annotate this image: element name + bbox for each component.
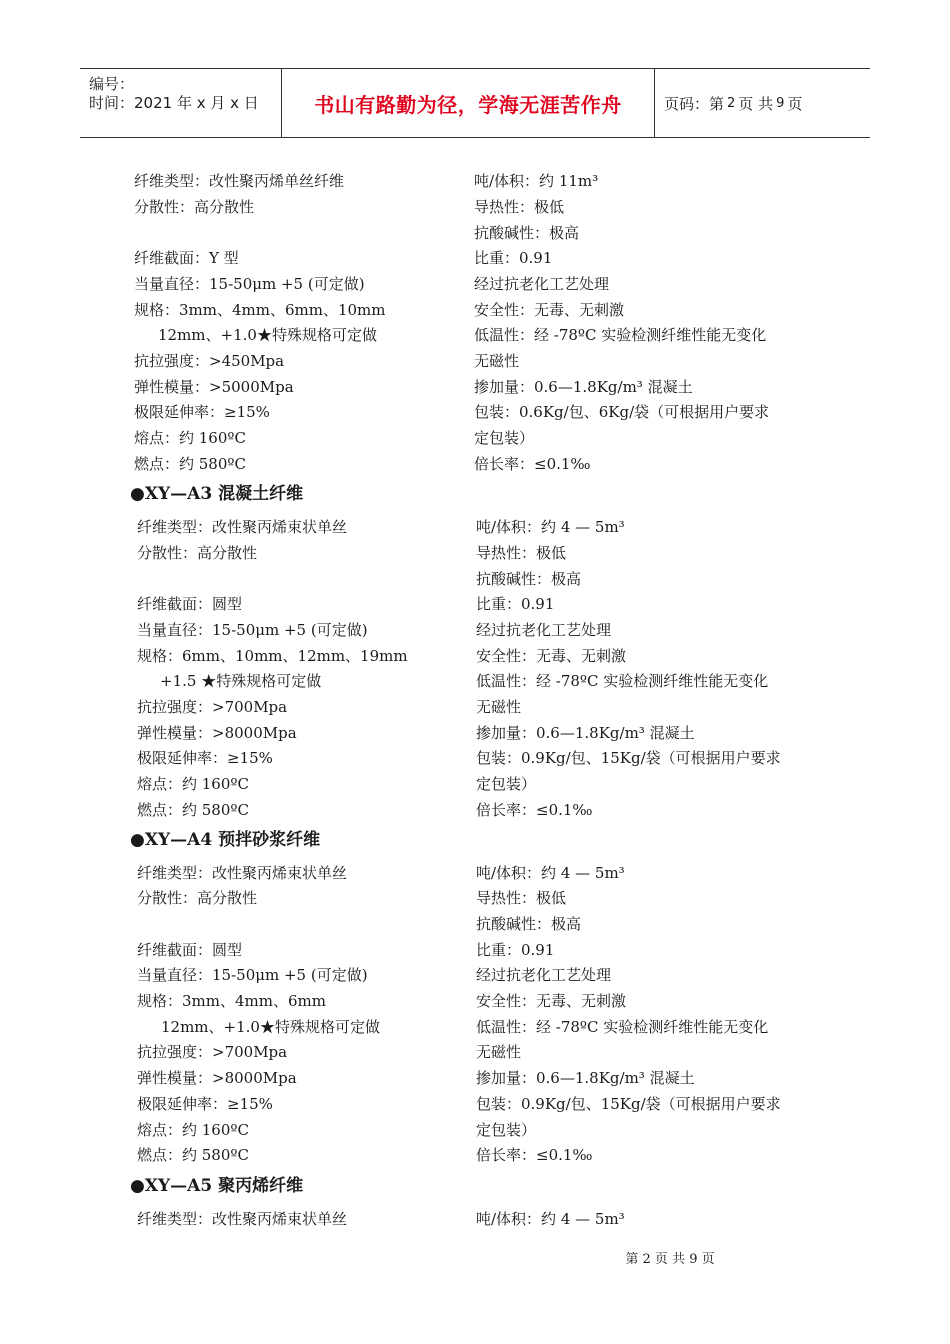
spec-line: 经过抗老化工艺处理 bbox=[474, 275, 610, 293]
spec-line: 导热性：极低 bbox=[474, 198, 565, 216]
document-date-label: 时间：2021 年 x 月 x 日 bbox=[89, 94, 259, 112]
header-motto: 书山有路勤为径，学海无涯苦作舟 bbox=[314, 92, 622, 117]
spec-line: 包装：0.6Kg/包、6Kg/袋（可根据用户要求 bbox=[474, 403, 770, 421]
section-a3-title: ●XY—A3 混凝土纤维 bbox=[130, 484, 304, 504]
spec-line: 低温性：经 -78ºC 实验检测纤维性能无变化 bbox=[474, 326, 767, 344]
spec-line: 倍长率：≤0.1‰ bbox=[474, 455, 591, 473]
spec-line: 当量直径：15-50μm +5 (可定做) bbox=[137, 966, 368, 984]
spec-line: 纤维类型：改性聚丙烯单丝纤维 bbox=[134, 172, 345, 190]
spec-line: 吨/体积：约 11m³ bbox=[474, 172, 599, 190]
spec-line: 包装：0.9Kg/包、15Kg/袋（可根据用户要求 bbox=[476, 1095, 781, 1113]
page-end-label: 页 bbox=[787, 94, 803, 113]
spec-line: 掺加量：0.6—1.8Kg/m³ 混凝土 bbox=[476, 724, 695, 742]
spec-line: 熔点：约 160ºC bbox=[137, 775, 249, 793]
spec-line: 纤维类型：改性聚丙烯束状单丝 bbox=[137, 864, 348, 882]
page-label: 页码：第 bbox=[664, 94, 725, 113]
spec-line: 极限延伸率：≥15% bbox=[137, 749, 273, 767]
section-a5-title: ●XY—A5 聚丙烯纤维 bbox=[130, 1176, 304, 1196]
spec-line: 弹性模量：>8000Mpa bbox=[137, 1069, 297, 1087]
spec-line: 12mm、+1.0★特殊规格可定做 bbox=[161, 1018, 380, 1036]
spec-line: 掺加量：0.6—1.8Kg/m³ 混凝土 bbox=[474, 378, 693, 396]
section-a4-title: ●XY—A4 预拌砂浆纤维 bbox=[130, 830, 321, 850]
spec-line: 无磁性 bbox=[474, 352, 520, 370]
spec-line: 分散性：高分散性 bbox=[137, 889, 258, 907]
spec-line: 纤维截面：圆型 bbox=[137, 595, 243, 613]
spec-line: 定包装） bbox=[476, 775, 537, 793]
page-number: 2 bbox=[727, 95, 736, 111]
spec-line: 燃点：约 580ºC bbox=[137, 1146, 249, 1164]
spec-line: 极限延伸率：≥15% bbox=[134, 403, 270, 421]
page-mid-label: 页 共 bbox=[738, 94, 774, 113]
spec-line: 纤维类型：改性聚丙烯束状单丝 bbox=[137, 1210, 348, 1228]
spec-line: 经过抗老化工艺处理 bbox=[476, 621, 612, 639]
spec-line: 规格：6mm、10mm、12mm、19mm bbox=[137, 647, 408, 665]
spec-line: 倍长率：≤0.1‰ bbox=[476, 1146, 593, 1164]
spec-line: 定包装） bbox=[474, 429, 535, 447]
header-page-cell bbox=[655, 69, 870, 137]
spec-line: 当量直径：15-50μm +5 (可定做) bbox=[137, 621, 368, 639]
spec-line: 极限延伸率：≥15% bbox=[137, 1095, 273, 1113]
spec-line: 当量直径：15-50μm +5 (可定做) bbox=[134, 275, 365, 293]
spec-line: 熔点：约 160ºC bbox=[137, 1121, 249, 1139]
spec-line: 安全性：无毒、无刺激 bbox=[476, 647, 627, 665]
spec-line: 低温性：经 -78ºC 实验检测纤维性能无变化 bbox=[476, 1018, 769, 1036]
spec-line: 导热性：极低 bbox=[476, 544, 567, 562]
spec-line: 比重：0.91 bbox=[476, 595, 555, 613]
spec-line: 经过抗老化工艺处理 bbox=[476, 966, 612, 984]
spec-line: 吨/体积：约 4 — 5m³ bbox=[476, 518, 625, 536]
spec-line: 抗酸碱性：极高 bbox=[476, 570, 582, 588]
spec-line: 抗拉强度：>700Mpa bbox=[137, 1043, 288, 1061]
spec-line: 抗酸碱性：极高 bbox=[474, 224, 580, 242]
spec-line: 低温性：经 -78ºC 实验检测纤维性能无变化 bbox=[476, 672, 769, 690]
spec-line: 无磁性 bbox=[476, 698, 522, 716]
spec-line: 掺加量：0.6—1.8Kg/m³ 混凝土 bbox=[476, 1069, 695, 1087]
spec-line: 抗拉强度：>450Mpa bbox=[134, 352, 285, 370]
spec-line: 吨/体积：约 4 — 5m³ bbox=[476, 864, 625, 882]
header-motto-cell bbox=[282, 69, 655, 137]
spec-line: 无磁性 bbox=[476, 1043, 522, 1061]
spec-line: 纤维截面：Y 型 bbox=[134, 249, 239, 267]
spec-line: 安全性：无毒、无刺激 bbox=[476, 992, 627, 1010]
page-footer: 第 2 页 共 9 页 bbox=[625, 1252, 715, 1267]
spec-line: 12mm、+1.0★特殊规格可定做 bbox=[158, 326, 377, 344]
header-meta-cell bbox=[80, 69, 282, 137]
spec-line: 规格：3mm、4mm、6mm bbox=[137, 992, 326, 1010]
spec-line: 纤维类型：改性聚丙烯束状单丝 bbox=[137, 518, 348, 536]
document-number-label: 编号： bbox=[89, 75, 135, 93]
spec-line: 熔点：约 160ºC bbox=[134, 429, 246, 447]
spec-line: 抗拉强度：>700Mpa bbox=[137, 698, 288, 716]
spec-line: +1.5 ★特殊规格可定做 bbox=[160, 672, 322, 690]
spec-line: 燃点：约 580ºC bbox=[137, 801, 249, 819]
spec-line: 倍长率：≤0.1‰ bbox=[476, 801, 593, 819]
spec-line: 纤维截面：圆型 bbox=[137, 941, 243, 959]
spec-line: 比重：0.91 bbox=[474, 249, 553, 267]
spec-line: 包装：0.9Kg/包、15Kg/袋（可根据用户要求 bbox=[476, 749, 781, 767]
spec-line: 燃点：约 580ºC bbox=[134, 455, 246, 473]
spec-line: 规格：3mm、4mm、6mm、10mm bbox=[134, 301, 386, 319]
spec-line: 吨/体积：约 4 — 5m³ bbox=[476, 1210, 625, 1228]
spec-line: 分散性：高分散性 bbox=[137, 544, 258, 562]
spec-line: 抗酸碱性：极高 bbox=[476, 915, 582, 933]
spec-line: 分散性：高分散性 bbox=[134, 198, 255, 216]
spec-line: 弹性模量：>5000Mpa bbox=[134, 378, 294, 396]
spec-line: 安全性：无毒、无刺激 bbox=[474, 301, 625, 319]
spec-line: 定包装） bbox=[476, 1121, 537, 1139]
spec-line: 比重：0.91 bbox=[476, 941, 555, 959]
spec-line: 弹性模量：>8000Mpa bbox=[137, 724, 297, 742]
spec-line: 导热性：极低 bbox=[476, 889, 567, 907]
page-header bbox=[80, 68, 870, 138]
page-total: 9 bbox=[776, 95, 785, 111]
